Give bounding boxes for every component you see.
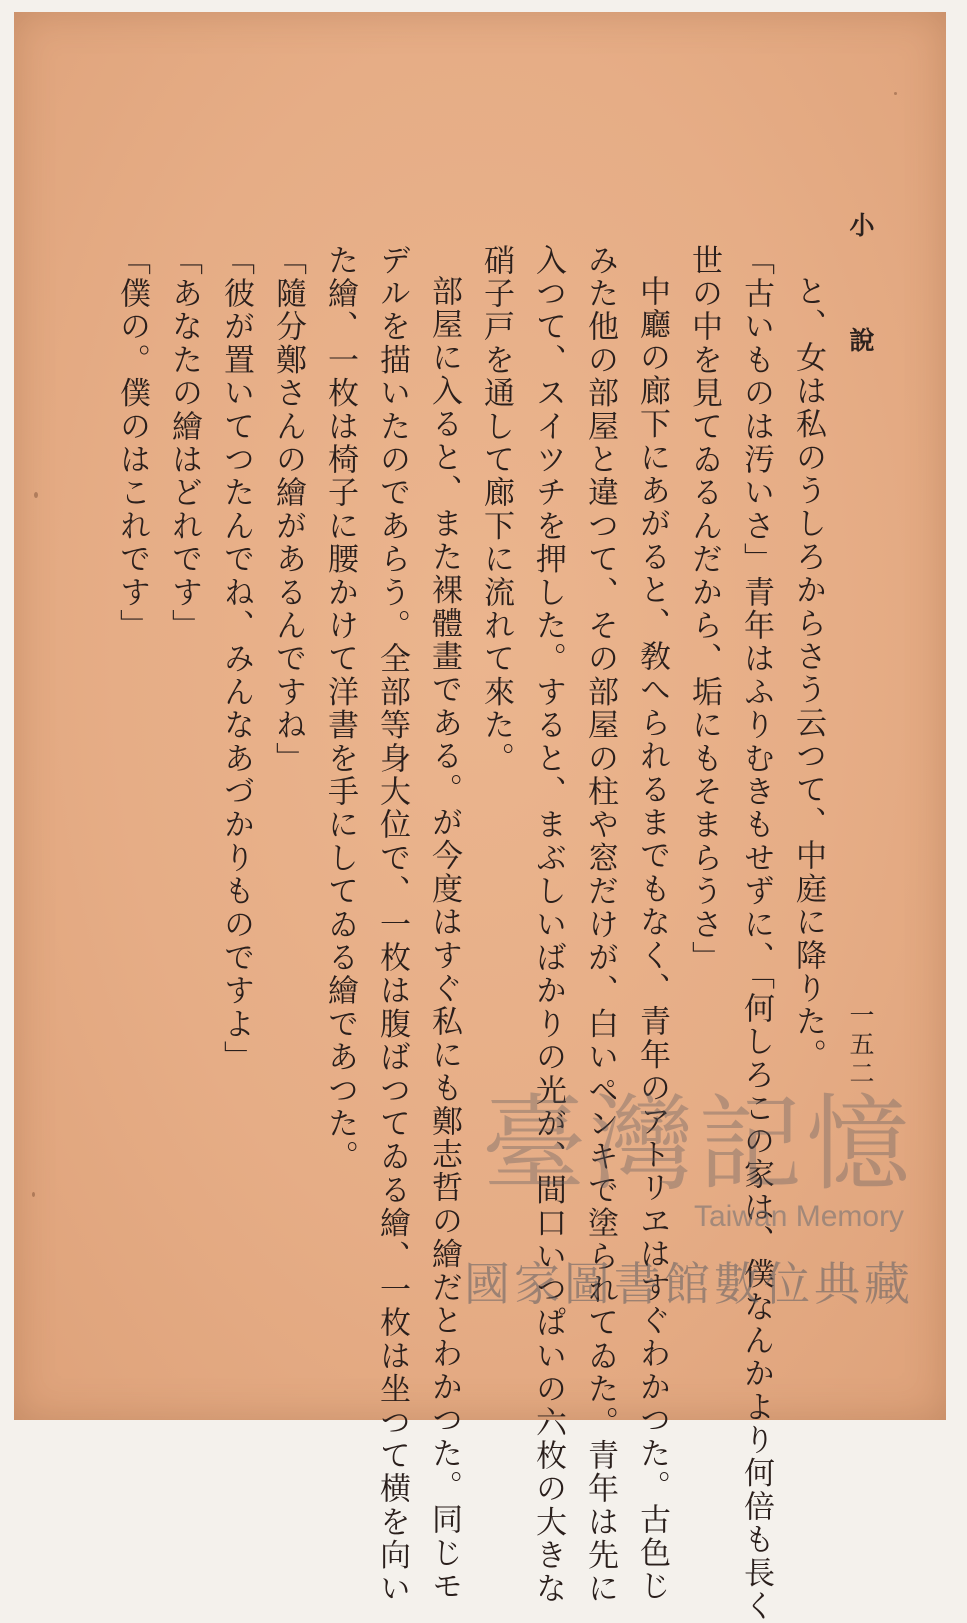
text-line: 部屋に入ると、また裸體畫である。が今度はすぐ私にも鄭志哲の繪だとわかつた。同じモ <box>426 275 462 1603</box>
watermark-organization: 國家圖書館數位典藏 <box>464 1257 914 1311</box>
paper-speck <box>894 92 897 95</box>
text-line: みた他の部屋と違つて、その部屋の柱や窓だけが、白いペンキで塗られてゐた。青年は先に <box>582 244 618 1606</box>
paper-speck <box>34 492 38 498</box>
text-line: と、女は私のうしろからさう云つて、中庭に降りた。 <box>790 275 826 1072</box>
text-line: 中廳の廊下にあがると、敎へられるまでもなく、青年のアトリヱはすぐわかつた。古色じ <box>634 275 670 1603</box>
watermark-logo: 臺灣記憶 <box>482 1083 915 1205</box>
running-title: 小說 <box>846 212 875 442</box>
page-number: 一五二 <box>846 1002 875 1089</box>
text-line: 「僕の。僕のはこれです」 <box>114 244 150 643</box>
text-line: 硝子戸を通して廊下に流れて來た。 <box>478 244 514 776</box>
text-line: 「隨分鄭さんの繪があるんですね」 <box>270 244 306 776</box>
text-line: 「古いものは汚いさ」青年はふりむきもせずに、「何しろこの家は、僕なんかより何倍も長く <box>738 244 774 1623</box>
text-line: デルを描いたのであらう。全部等身大位で、一枚は腹ばつてゐる繪、一枚は坐つて横を向い <box>374 244 410 1606</box>
watermark-subtitle: Taiwan Memory <box>694 1200 905 1233</box>
text-line: 「あなたの繪はどれです」 <box>166 244 202 643</box>
text-line: 入つて、スイツチを押した。すると、まぶしいばかりの光が、間口いつぱいの六枚の大きな <box>530 244 566 1606</box>
text-line: た繪、一枚は椅子に腰かけて洋書を手にしてゐる繪であつた。 <box>322 244 358 1174</box>
text-line: 世の中を見てゐるんだから、垢にもそまらうさ」 <box>686 244 722 975</box>
text-line: 「彼が置いてつたんでね、みんなあづかりものですよ」 <box>218 244 254 1074</box>
paper-speck <box>32 1192 35 1197</box>
book-page <box>14 12 946 1623</box>
